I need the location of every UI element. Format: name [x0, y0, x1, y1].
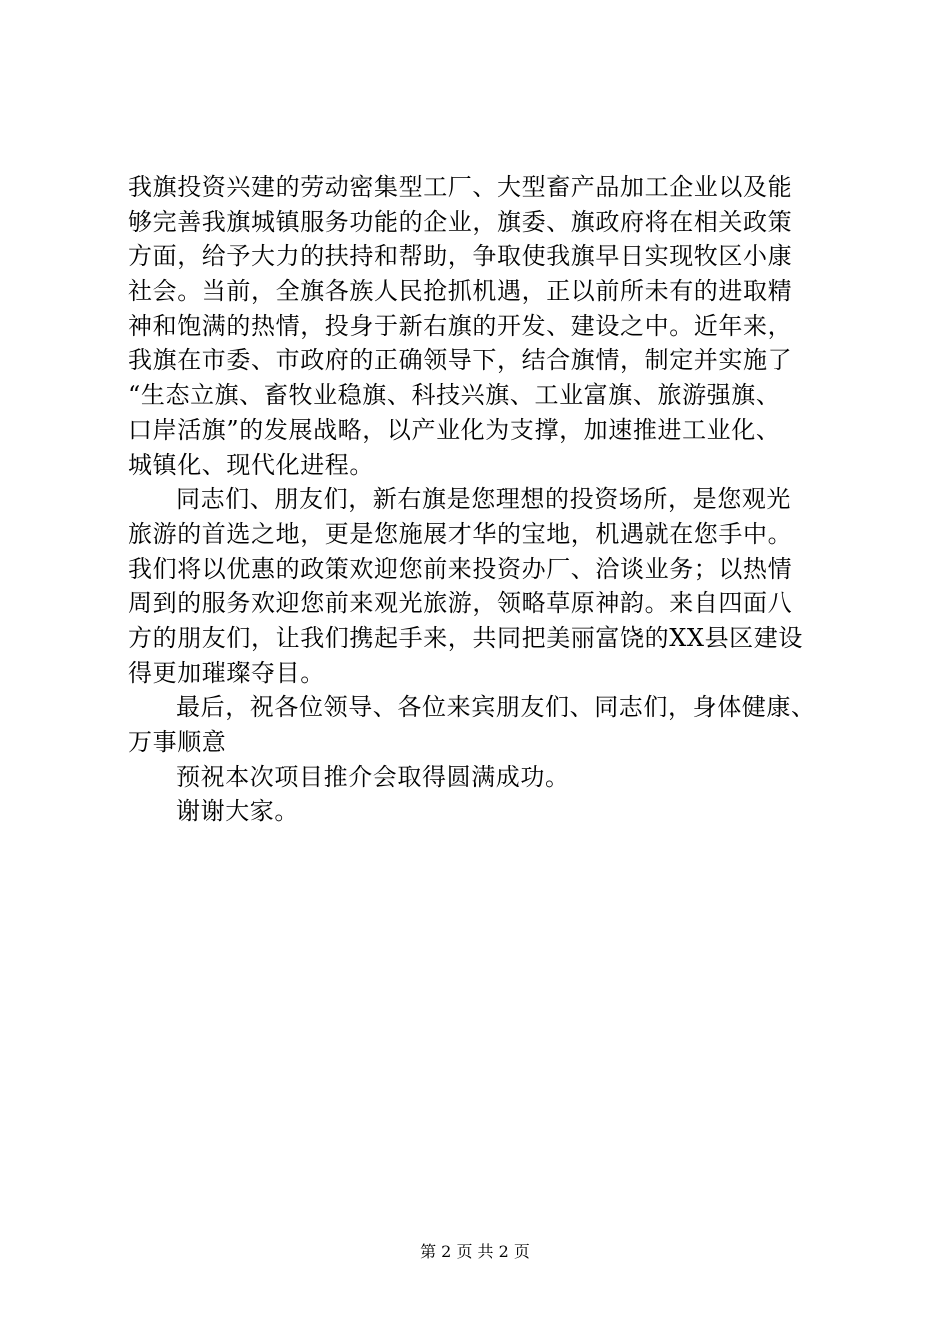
text-line: 神和饱满的热情，投身于新右旗的开发、建设之中。近年来， [128, 311, 793, 340]
text-line: 社会。当前，全旗各族人民抢抓机遇，正以前所未有的进取精 [128, 277, 793, 306]
text-line: 我们将以优惠的政策欢迎您前来投资办厂、洽谈业务；以热情 [128, 554, 793, 583]
page-number-footer: 第 2 页 共 2 页 [420, 1242, 530, 1261]
document-body [128, 170, 848, 829]
text-line: 周到的服务欢迎您前来观光旅游，领略草原神韵。来自四面八 [128, 589, 793, 618]
text-line: 口岸活旗”的发展战略，以产业化为支撑，加速推进工业化、 [128, 415, 781, 444]
text-line: 方的朋友们，让我们携起手来，共同把美丽富饶的XX县区建设 [128, 623, 803, 652]
text-line: 够完善我旗城镇服务功能的企业，旗委、旗政府将在相关政策 [128, 207, 793, 236]
paragraph-start-line: 同志们、朋友们，新右旗是您理想的投资场所，是您观光 [176, 485, 791, 514]
text-line: 我旗在市委、市政府的正确领导下，结合旗情，制定并实施了 [128, 346, 793, 375]
paragraph-start-line: 谢谢大家。 [176, 797, 299, 826]
paragraph-start-line: 预祝本次项目推介会取得圆满成功。 [176, 762, 570, 791]
text-line: 万事顺意 [128, 728, 227, 756]
text-line: 方面，给予大力的扶持和帮助，争取使我旗早日实现牧区小康 [128, 242, 793, 271]
text-line: 得更加璀璨夺目。 [128, 658, 325, 687]
text-line: “生态立旗、畜牧业稳旗、科技兴旗、工业富旗、旅游强旗、 [128, 381, 781, 410]
text-line: 我旗投资兴建的劳动密集型工厂、大型畜产品加工企业以及能 [128, 173, 793, 201]
paragraph-start-line: 最后，祝各位领导、各位来宾朋友们、同志们，身体健康、 [176, 693, 816, 722]
text-line: 城镇化、现代化进程。 [128, 450, 374, 479]
text-line: 旅游的首选之地，更是您施展才华的宝地，机遇就在您手中。 [128, 519, 793, 548]
